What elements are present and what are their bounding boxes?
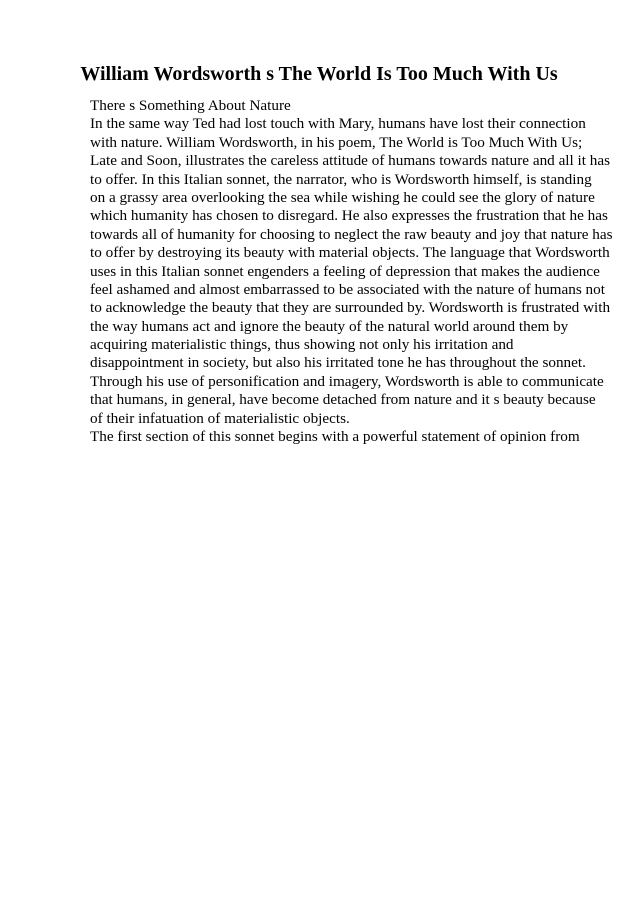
body-line: Through his use of personification and imagery, Wordsworth is able to communicate xyxy=(90,372,604,390)
body-line: of their infatuation of materialistic objects. xyxy=(90,409,350,427)
body-line: which humanity has chosen to disregard. He also expresses the frustration that he has xyxy=(90,207,608,225)
body-line: the way humans act and ignore the beauty of the natural world around them by xyxy=(90,317,569,335)
body-line: disappointment in society, but also his irritated tone he has throughout the sonnet. xyxy=(90,354,586,372)
subtitle-line: There s Something About Nature xyxy=(90,97,291,114)
body-line: towards all of humanity for choosing to neglect the raw beauty and joy that nature has xyxy=(90,225,613,243)
body-line: with nature. William Wordsworth, in his poem, The World is Too Much With Us; xyxy=(90,133,583,151)
body-line: feel ashamed and almost embarrassed to be associated with the nature of humans not xyxy=(90,280,605,298)
body-line: The first section of this sonnet begins with a powerful statement of opinion from xyxy=(90,428,580,446)
document-title: William Wordsworth s The World Is Too Much With Us xyxy=(80,63,558,85)
body-line: uses in this Italian sonnet engenders a feeling of depression that makes the audience xyxy=(90,262,600,280)
body-line: acquiring materialistic things, thus showing not only his irritation and xyxy=(90,336,514,354)
body-line: that humans, in general, have become detached from nature and it s beauty because xyxy=(90,391,596,409)
body-line: to acknowledge the beauty that they are surrounded by. Wordsworth is frustrated with xyxy=(90,299,611,317)
body-line: to offer by destroying its beauty with material objects. The language that Wordsworth xyxy=(90,244,610,262)
body-line: to offer. In this Italian sonnet, the narrator, who is Wordsworth himself, is standing xyxy=(90,170,592,188)
body-line: Late and Soon, illustrates the careless attitude of humans towards nature and all it has xyxy=(90,152,611,170)
document-body xyxy=(90,97,613,446)
body-line: on a grassy area overlooking the sea while wishing he could see the glory of nature xyxy=(90,188,595,206)
body-line: In the same way Ted had lost touch with Mary, humans have lost their connection xyxy=(90,115,586,133)
